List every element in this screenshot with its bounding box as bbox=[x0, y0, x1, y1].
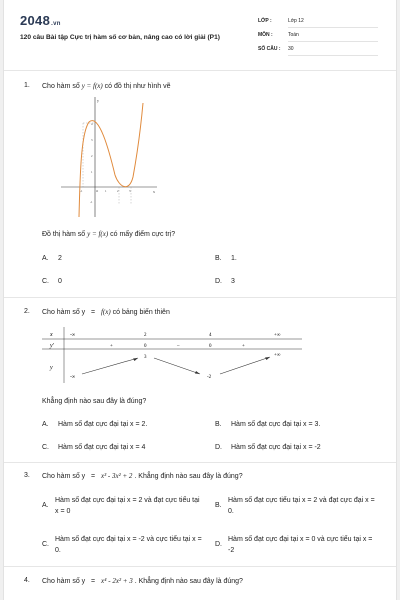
table-sign: + bbox=[110, 344, 113, 349]
q3-option-a[interactable]: A. Hàm số đạt cực đại tại x = 2 và đạt cực tiểu tại x = 0 bbox=[42, 497, 200, 515]
divider bbox=[4, 462, 397, 463]
table-x-label: x bbox=[50, 332, 53, 338]
graph-x-tick: 2 bbox=[117, 189, 119, 193]
table-x-value: -∞ bbox=[70, 333, 76, 338]
q2-option-c[interactable]: C. Hàm số đạt cực đại tại x = 4 bbox=[42, 444, 146, 451]
q1-option-a[interactable]: A. 2 bbox=[42, 255, 62, 262]
table-x-value: +∞ bbox=[274, 333, 281, 338]
divider bbox=[4, 566, 397, 567]
count-label: SỐ CÂU : bbox=[258, 46, 281, 52]
graph-origin-label: O bbox=[96, 189, 99, 193]
table-y-value: -∞ bbox=[70, 375, 76, 380]
table-y-value: 3 bbox=[144, 355, 147, 360]
q1-option-d[interactable]: D. 3 bbox=[215, 278, 235, 285]
class-label: LỚP : bbox=[258, 18, 272, 24]
worksheet-header bbox=[4, 0, 396, 71]
q1-option-b[interactable]: B. 1. bbox=[215, 255, 237, 262]
graph-y-tick: 2 bbox=[91, 154, 93, 158]
question-number: 4. bbox=[24, 577, 30, 584]
graph-x-tick: 1 bbox=[105, 189, 107, 193]
count-meta bbox=[258, 46, 378, 52]
graph-y-tick: -1 bbox=[90, 200, 93, 204]
q2-option-b[interactable]: B. Hàm số đạt cực đại tại x = 3. bbox=[215, 421, 321, 428]
table-y-label: y bbox=[50, 365, 53, 371]
question-stem: Cho hàm số y = f(x) có bảng biến thiên bbox=[42, 308, 170, 316]
subject-meta bbox=[258, 32, 378, 38]
table-sign: 0 bbox=[144, 344, 147, 349]
class-value: Lớp 12 bbox=[288, 18, 378, 28]
question-number: 2. bbox=[24, 308, 30, 315]
count-value: 30 bbox=[288, 46, 378, 56]
table-sign: 0 bbox=[209, 344, 212, 349]
graph-x-tick: 3 bbox=[129, 189, 131, 193]
question-stem: Cho hàm số y = x³ - 3x² + 2 . Khẳng định nào sau đây là đúng? bbox=[42, 472, 243, 480]
graph-y-tick: 4 bbox=[91, 122, 93, 126]
graph-y-tick: 3 bbox=[91, 138, 93, 142]
q3-option-d[interactable]: D. Hàm số đạt cực đại tại x = 0 và cực tiểu tại x = -2 bbox=[215, 536, 373, 554]
question-number: 3. bbox=[24, 472, 30, 479]
table-yprime-label: y' bbox=[50, 343, 54, 349]
table-sign: – bbox=[177, 344, 180, 349]
table-x-value: 4 bbox=[209, 333, 212, 338]
table-y-value: -2 bbox=[207, 375, 212, 380]
class-meta bbox=[258, 18, 378, 24]
worksheet-title: 120 câu Bài tập Cực trị hàm số cơ bản, nâng cao có lời giải (P1) bbox=[20, 34, 220, 41]
divider bbox=[4, 297, 397, 298]
graph-x-axis-label: x bbox=[153, 189, 155, 194]
function-graph bbox=[59, 95, 159, 220]
table-x-value: 2 bbox=[144, 333, 147, 338]
graph-y-tick: 1 bbox=[91, 170, 93, 174]
q1-option-c[interactable]: C. 0 bbox=[42, 278, 62, 285]
subject-label: MÔN : bbox=[258, 32, 273, 38]
q2-option-a[interactable]: A. Hàm số đạt cực đại tại x = 2. bbox=[42, 421, 148, 428]
graph-y-axis-label: y bbox=[97, 98, 99, 103]
question-stem: Cho hàm số y = f(x) có đồ thị như hình vẽ bbox=[42, 82, 171, 90]
table-sign: + bbox=[242, 344, 245, 349]
subject-value: Toán bbox=[288, 32, 378, 42]
site-logo[interactable]: 2048.vn bbox=[20, 13, 61, 28]
q3-option-c[interactable]: C. Hàm số đạt cực đại tại x = -2 và cực tiểu tại x = 0. bbox=[42, 536, 202, 554]
q2-option-d[interactable]: D. Hàm số đạt cực đại tại x = -2 bbox=[215, 444, 321, 451]
worksheet-page: 2048.vn 120 câu Bài tập Cực trị hàm số cơ bản, nâng cao có lời giải (P1) LỚP : Lớp 12 MÔN : Toán SỐ CÂU : 30 1. Cho hàm số y = f(x) có đồ thị như hình vẽ y x O -1 1 2 3 4 3 2 1 -1 Đồ thị hàm số y = f(x) có mấy điểm cực trị? A. 2 B. 1. C. 0 D. 3 2. Cho hàm số y = f(x) có bảng biến thiên x y' y -∞ 2 4 +∞ + 0 – 0 + 3 -2 +∞ -∞ Khẳng định nào sau đây là đúng? A. Hàm số đạt cực đại tại x = 2. B. Hàm số đạt cực đại tại x = 3. C. Hàm số đạt cực đại tại x = 4 D. Hàm số đạt cực đại tại x = -2 3. Cho hàm số y = x³ - 3x² + 2 . Khẳng định nào sau đây là đúng? A. Hàm số đạt cực đại tại x = 2 và đạt cực tiểu tại x = 0 B. Hàm số đạt cực tiểu tại x = 2 và đạt cực đại x = 0. C. Hàm số đạt cực đại tại x = -2 và cực tiểu tại x = 0. D. Hàm số đạt cực đại tại x = 0 và cực tiểu tại x = -2 4. Cho hàm số y = x⁴ - 2x² + 3 . Khẳng định nào sau đây là đúng? bbox=[3, 0, 397, 600]
variation-table bbox=[42, 327, 302, 385]
question-stem: Cho hàm số y = x⁴ - 2x² + 3 . Khẳng định nào sau đây là đúng? bbox=[42, 577, 243, 585]
q3-option-b[interactable]: B. Hàm số đạt cực tiểu tại x = 2 và đạt cực đại x = 0. bbox=[215, 497, 375, 515]
graph-x-tick: -1 bbox=[80, 189, 83, 193]
question-number: 1. bbox=[24, 82, 30, 89]
table-y-value: +∞ bbox=[274, 353, 281, 358]
